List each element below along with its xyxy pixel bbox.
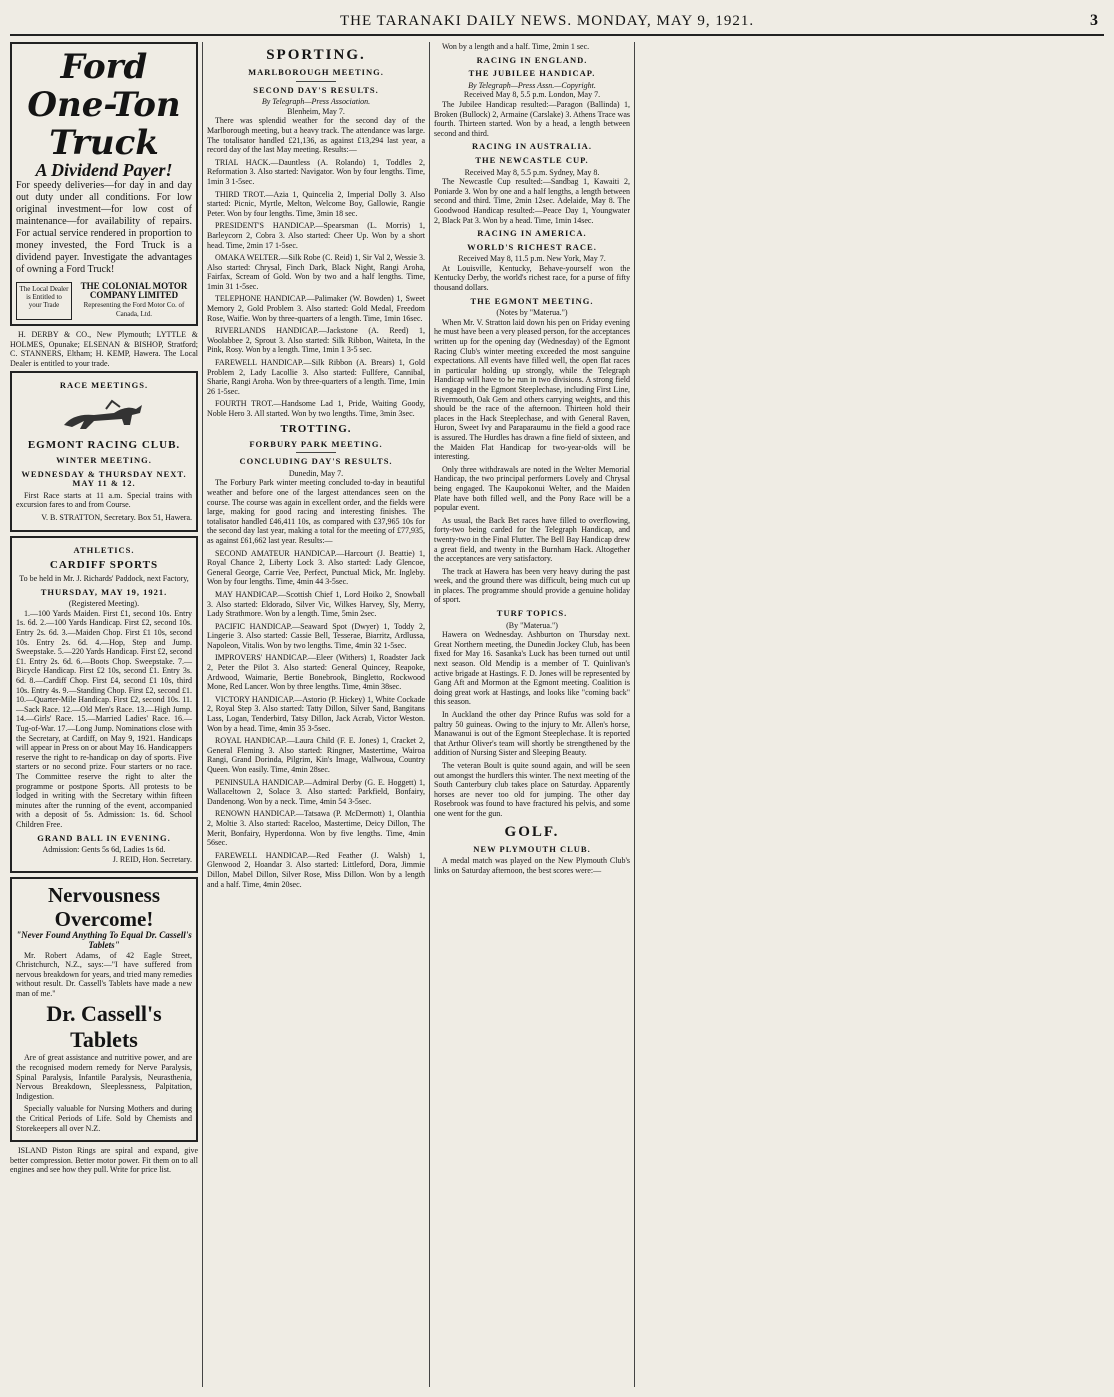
marlborough-head: MARLBOROUGH MEETING. bbox=[248, 67, 384, 77]
concluding-head: CONCLUDING DAY'S RESULTS. bbox=[239, 456, 393, 467]
athletics-title: ATHLETICS. bbox=[73, 544, 135, 555]
golf-sub: NEW PLYMOUTH CLUB. bbox=[473, 843, 591, 854]
racing-england-head: RACING IN ENGLAND. bbox=[476, 54, 588, 65]
egmont-sign: V. B. STRATTON, Secretary. Box 51, Hawera. bbox=[41, 512, 192, 522]
turf-notes: (By "Materua.") bbox=[506, 620, 558, 630]
cardiff-sub: To be held in Mr. J. Richards' Paddock, next Factory, bbox=[19, 574, 189, 584]
race-result: PACIFIC HANDICAP.—Seaward Spot (Dwyer) 1, Toddy 2, Lingerie 3. Also started: Cassie Bell, Tesserae, Biarritz, Ardlussa, Napoleon, Vitalis. Won by two lengths. Time, 4min 32 1-5sec. bbox=[207, 621, 425, 650]
cardiff-title: CARDIFF SPORTS bbox=[49, 559, 159, 572]
derby-head: WORLD'S RICHEST RACE. bbox=[467, 241, 597, 252]
race-result: FOURTH TROT.—Handsome Lad 1, Pride, Waiting Goody, Noble Hero 3. All started. Won by two lengths. Time, 3min 3sec. bbox=[207, 399, 425, 418]
race-result: VICTORY HANDICAP.—Astorio (P. Hickey) 1, White Cockade 2, Royal Step 3. Also started: Tatty Dillon, Silver Sand, Bangitans Lass, Logan, Tenderbird, Tatsy Dillon, Jack Acrab, Victor Weston. Won by a head. Time, 4min 35 3-5sec. bbox=[207, 694, 425, 733]
egmont-sub: WINTER MEETING. bbox=[56, 454, 152, 465]
cassell-body: Mr. Robert Adams, of 42 Eagle Street, Christchurch, N.Z., says:—"I have suffered from nervous breakdown for years, and tried many remedies without result. Dr. Cassell's Tablets have made a new man of me." bbox=[16, 950, 192, 998]
race-result: PRESIDENT'S HANDICAP.—Spearsman (L. Morris) 1, Barleycorn 2, Cobra 3. Also started: Cheer Up. Won by a short head. Time, 2min 17 1-5sec. bbox=[207, 221, 425, 250]
ford-company-sub: Representing the Ford Motor Co. of Canada, Ltd. bbox=[83, 300, 185, 319]
egmont-meeting-head: THE EGMONT MEETING. bbox=[470, 295, 594, 306]
jubilee-byline: By Telegraph—Press Assn.—Copyright. bbox=[468, 80, 596, 90]
race-result: TRIAL HACK.—Dauntless (A. Rolando) 1, Toddles 2, Reformation 3. Also started: Navigator. Won by four lengths. Time, 1min 3 1-5sec. bbox=[207, 157, 425, 186]
trotting-head: TROTTING. bbox=[280, 422, 352, 435]
newcastle-dateline: Received May 8, 5.5 p.m. Sydney, May 8. bbox=[464, 167, 600, 177]
egmont-body-1: When Mr. V. Stratton laid down his pen on Friday evening he must have been a very pleased person, for the acceptances written up for the opening day (Wednesday) of the Egmont Racing Club's winter meeting exceeded the most sanguine expectations. All events have filled well, the open flat races in particular holding up strongly, while the Telegraph Handicap will have to be run in two divisions. A strong field is engaged in the Egmont Steeplechase, including First Line, Rivermouth, Oak Gem and others carrying weights, and this should be the race of the afternoon. Thirteen hold their places in the Hack Steeplechase, and with General Raven, Huron, Sweet Ivy and Paraparaumu in the field a good race is assured. The Hurdles has drawn a fine field of sixteen, and the Maiden Flat Handicap for two-year-olds will be interesting. bbox=[434, 317, 630, 462]
jubilee-dateline: Received May 8, 5.5 p.m. London, May 7. bbox=[463, 90, 601, 100]
turf-body-3: The veteran Boult is quite sound again, and will be seen out amongst the hurdlers this winter. The next meeting of the South Canterbury club takes place on Saturday. Apparently horses are never too old for jumping. The other day Rosebrook was found to have fractured his pelvis, and some one went for the gun. bbox=[434, 760, 630, 818]
golf-title: GOLF. bbox=[504, 823, 560, 840]
cardiff-date: THURSDAY, MAY 19, 1921. bbox=[40, 586, 168, 597]
egmont-body-3: As usual, the Back Bet races have filled to overflowing, forty-two being carded for the Telegraph Handicap, and twenty-two in the Final Flutter. The Bell Bay Handicap drew a great field, and twenty in the Burnham Hack. Altogether the acceptances are very satisfactory. bbox=[434, 515, 630, 564]
forbury-dateline: Dunedin, May 7. bbox=[288, 468, 344, 478]
ford-company: THE COLONIAL MOTOR COMPANY LIMITED bbox=[80, 280, 188, 301]
egmont-body-2: Only three withdrawals are noted in the Welter Memorial Handicap, the two principal performers Lovely and Chrysal being engaged. The Kaupokonui Welter, and the Maiden Plate have both filled well, and the Pony Race will be a popular event. bbox=[434, 464, 630, 513]
masthead-title: THE TARANAKI DAILY NEWS. MONDAY, MAY 9, 1921. bbox=[340, 13, 755, 29]
race-result: SECOND AMATEUR HANDICAP.—Harcourt (J. Beattie) 1, Royal Chance 2, Liberty Lock 3. Also started: Lady Glencoe, General George, Carrie Vee, Perfect, Punctual Mick, Mr. Ingleby. Won by four lengths. Time, 4min 44 3-5sec. bbox=[207, 548, 425, 587]
turf-body-1: Hawera on Wednesday. Ashburton on Thursday next. Great Northern meeting, the Dunedin Jockey Club, has been fixed for May 16. Sasanka's Luck has been turned out until next season. Old Mendip is a member of T. Quinlivan's active brigade at Hastings. F. D. Jones will be represented by Gang Aft and Mormon at the Egmont meeting. Coalition is doing great work at Hastings, and looks like "coming back" this season. bbox=[434, 630, 630, 707]
forbury-head: FORBURY PARK MEETING. bbox=[249, 438, 383, 449]
egmont-dates: WEDNESDAY & THURSDAY NEXT. MAY 11 & 12. bbox=[21, 468, 187, 489]
ford-agents: H. DERBY & CO., New Plymouth; LYTTLE & HOLMES, Opunake; ELSENAN & BISHOP, Stratford; C. STANNERS, Eltham; H. KEMP, Hawera. The Local Dealer is entitled to your trade. bbox=[10, 329, 198, 368]
golf-body: A medal match was played on the New Plymouth Club's links on Saturday afternoon, the best scores were:— bbox=[434, 856, 630, 875]
jubilee-body: The Jubilee Handicap resulted:—Paragon (Ballinda) 1, Broken (Bullock) 2, Armaine (Carslake) 3. Athens Trace was fourth. Thirteen started. Won by a head, a length between second and third. bbox=[434, 99, 630, 138]
sporting-dateline: Blenheim, May 7. bbox=[287, 106, 345, 116]
sporting-title: SPORTING. bbox=[266, 47, 366, 63]
egmont-body-4: The track at Hawera has been very heavy during the past week, and the ground there was difficult, being much cut up in places. The programme should provide a genuine holiday of sport. bbox=[434, 566, 630, 605]
race-meetings-title: RACE MEETINGS. bbox=[59, 380, 149, 391]
race-result: IMPROVERS' HANDICAP.—Eleer (Withers) 1, Roadster Jack 2, Peter the Pilot 3. Also started: General Quincey, Reapoke, Ardwood, Waimarie, Bertie Bonebrook, Bingletto, Rockwood Mone, Red Lancer. Won by three lengths. Time, 4min 38sec. bbox=[207, 653, 425, 692]
page-number: 3 bbox=[1090, 12, 1098, 29]
egmont-body: First Race starts at 11 a.m. Special trains with excursion fares to and from Course. bbox=[16, 490, 192, 510]
race-result: THIRD TROT.—Azia 1, Quincelia 2, Imperial Dolly 3. Also started: Picnic, Myrtle, Melton, Welcome Boy, Gallowie, Rangie Peter. Won by four lengths. Time, 3min 18 sec. bbox=[207, 189, 425, 218]
cardiff-body: 1.—100 Yards Maiden. First £1, second 10s. Entry 1s. 6d. 2.—100 Yards Handicap. First £2, second 10s. Entry 2s. 6d. 3.—Maiden Chop. First £1 10s, second 10s. Entry 2s. 6d. 4.—Hop, Step and Jump. Sweepstake. 5.—220 Yards Handicap. First £2, second £1. Entry 2s. 6d. 6.—Boots Chop. Sweepstake. 7.—Bicycle Handicap. First £2 10s, second £1. Entry 3s. 6d. 8.—Cardiff Chop. First £4, second £1 10s, third 10s. Entry 4s. 9.—Standing Chop. First £2, second £1. 10.—Quarter-Mile Handicap. First £2, second 10s. 11.—Sack Race. 12.—Old Men's Race. 13.—High Jump. 14.—Girls' Race. 15.—Married Ladies' Race. 16.—Tug-of-War. 17.—Long Jump. Nominations close with the Secretary, at Cardiff, on May 9, 1921. Handicaps will appear in Press on or about May 16. Handicappers reserve the right to re-handicap on day of sports. Five starters or no second prize. Four starters or no race. The Committee reserve the right to alter the programme or postpone Sports. All protests to be lodged in writing with the Secretary within fifteen minutes after the running of the event, accompanied with a deposit of 5s. Admission: 1s. 6d. School Children Free. bbox=[16, 608, 192, 829]
sporting-body-1: There was splendid weather for the second day of the Marlborough meeting, but a heavy track. The attendance was large. The totalisator handled £21,136, as against £13,294 last year, a record day of the last May meeting. Results:— bbox=[207, 116, 425, 155]
cassell-sub: Are of great assistance and nutritive power, and are the recognised modern remedy for Nerve Paralysis, Spinal Paralysis, Infantile Paralysis, Neurasthenia, Nervous Breakdown, Sleeplessness, Palpitation, Indigestion. bbox=[16, 1053, 192, 1101]
cardiff-ball: GRAND BALL IN EVENING. bbox=[37, 832, 171, 843]
ford-logo: Ford One-Ton Truck bbox=[27, 47, 181, 163]
cardiff-ball-admission: Admission: Gents 5s 6d, Ladies 1s 6d. bbox=[42, 845, 166, 855]
cassell-footer: Specially valuable for Nursing Mothers and during the Critical Periods of Life. Sold by Chemists and Storekeepers all over N.Z. bbox=[16, 1104, 192, 1133]
race-result: RIVERLANDS HANDICAP.—Jackstone (A. Reed) 1, Woolabbee 2, Sprout 3. Also started: Silk Ribbon, Waiteta, In the Pink, Rosy. Won by a length. Time, 1min 1 3-5 sec. bbox=[207, 326, 425, 355]
football-columns bbox=[10, 8, 1104, 1389]
race-result: PENINSULA HANDICAP.—Admiral Derby (G. E. Hoggett) 1, Wallaceltown 2, Solace 3. Also started: Parkfield, Bonfairy, Dandenong. Won by a neck. Time, 4min 54 3-5sec. bbox=[207, 777, 425, 806]
col3-lead: Won by a length and a half. Time, 2min 1 sec. bbox=[442, 42, 590, 51]
ford-dealer-box: The Local Dealer is Entitled to your Trade bbox=[16, 282, 72, 320]
piston-rings-ad: ISLAND Piston Rings are spiral and expand, give better compression. Better motor power. Fit them on to all engines and see how they pull. Write for price list. bbox=[10, 1146, 198, 1175]
egmont-notes: (Notes by "Materua.") bbox=[496, 308, 568, 318]
racing-america-head: RACING IN AMERICA. bbox=[477, 228, 587, 239]
race-result: RENOWN HANDICAP.—Tatsawa (P. McDermott) 1, Olanthia 2, Moltie 3. Also started: Raceloo, Mastertime, Deicy Dillon, The Merit, Bonfairy, Hyperdonna. Won by five lengths. Time, 4min 56sec. bbox=[207, 809, 425, 848]
cassell-quote: "Never Found Anything To Equal Dr. Cassell's Tablets" bbox=[16, 930, 192, 950]
race-result: TELEPHONE HANDICAP.—Palimaker (W. Bowden) 1, Sweet Memory 2, Gold Problem 3. Also started: Gold Medal, Freedom Rose, Waifie. Won by three-quarters of a length. Time, 1min 16sec. bbox=[207, 294, 425, 323]
forbury-body: The Forbury Park winter meeting concluded to-day in beautiful weather and before one of the largest attendances seen on the course. The course was again in excellent order, and the fields were large, making for good racing and interesting finishes. The totalisator handled £46,411 10s, as compared with £37,965 10s for the second day last year, making a total for the meeting of £77,935, as against £61,662 last year. Results:— bbox=[207, 478, 425, 545]
derby-dateline: Received May 8, 11.5 p.m. New York, May 7. bbox=[458, 254, 606, 264]
ford-headline: A Dividend Payer! bbox=[35, 160, 173, 180]
race-result: OMAKA WELTER.—Silk Robe (C. Reid) 1, Sir Val 2, Wessie 3. Also started: Chrysal, Finch Dark, Black Night, Rangi Aroha, Fairfax, Scream of Gold. Won by two and a half lengths. Time, 1min 31 1-5sec. bbox=[207, 253, 425, 291]
derby-body: At Louisville, Kentucky, Behave-yourself won the Kentucky Derby, the world's richest race, for a purse of fifty thousand dollars. bbox=[434, 263, 630, 293]
race-result: ROYAL HANDICAP.—Laura Child (F. E. Jones) 1, Cracket 2, General Fleming 3. Also started: Ringner, Mastertime, Wairoa Rangi, Grand Dorinda, Pilgrim, Kin's Image, Wallwoua, Country Queen. Won easily. Time, 4min 28sec. bbox=[207, 736, 425, 774]
racing-australia-head: RACING IN AUSTRALIA. bbox=[472, 141, 592, 152]
cassell-title-1: Nervousness Overcome! bbox=[47, 883, 160, 932]
newcastle-head: THE NEWCASTLE CUP. bbox=[475, 154, 589, 165]
cardiff-sign: J. REID, Hon. Secretary. bbox=[112, 854, 192, 864]
cassell-title-2: Dr. Cassell's Tablets bbox=[46, 1001, 162, 1053]
newcastle-body: The Newcastle Cup resulted:—Sandbag 1, Kawaiti 2, Poniarde 3. Won by one and a half lengths, a length between second and third. Time, 2min 12sec. Adelaide, May 8. The Goodwood Handicap resulted:—Peace Day 1, Youngwater 2, Black Pat 3. Won by a head. Time, 1min 14sec. bbox=[434, 177, 630, 225]
ford-body: For speedy deliveries—for day in and day out duty under all conditions. For low original investment—for low cost of maintenance—for availability of repairs. For actual service rendered in proportion to money invested, the Ford Truck is a dividend payer. Investigate the advantages of owning a Ford Truck! bbox=[16, 179, 192, 275]
egmont-title: EGMONT RACING CLUB. bbox=[27, 438, 181, 451]
sporting-byline: By Telegraph—Press Association. bbox=[261, 97, 371, 107]
jubilee-head: THE JUBILEE HANDICAP. bbox=[468, 68, 596, 79]
race-result: FAREWELL HANDICAP.—Silk Ribbon (A. Brears) 1, Gold Problem 2, Lady Lacollie 3. Also started: Fullfere, Cannibal, Sharie, Rangi Aroha. Won by three-quarters of a length. Time, 1min 26 1-5sec. bbox=[207, 358, 425, 396]
cardiff-reg: (Registered Meeting). bbox=[68, 599, 140, 609]
race-result: MAY HANDICAP.—Scottish Chief 1, Lord Hoiko 2, Snowball 3. Also started: Eldorado, Silver Vic, Wilkes Harvey, Sly, Merry, Lady Strathmore. Won by a length. Time, 5min 2sec. bbox=[207, 589, 425, 619]
turf-body-2: In Auckland the other day Prince Rufus was sold for a paltry 50 guineas. Owing to the injury to Mr. Allen's horse, Manawanui is out of the Egmont Steeplechase. It is reported that Arthur Oliver's team will shortly be strengthened by the addition of Nursing Sister and Sleeping Beauty. bbox=[434, 710, 630, 758]
second-day-head: SECOND DAY'S RESULTS. bbox=[253, 84, 379, 95]
turf-topics-head: TURF TOPICS. bbox=[496, 608, 568, 619]
race-result: FAREWELL HANDICAP.—Red Feather (J. Walsh) 1, Glenwood 2, Hoandar 3. Also started: Littleford, Dora, Jimmie Dillon, Mabel Dillon, Silver Rose, Miss Dillon. Won by a length and a half. Time, 4min 20sec. bbox=[207, 850, 425, 889]
